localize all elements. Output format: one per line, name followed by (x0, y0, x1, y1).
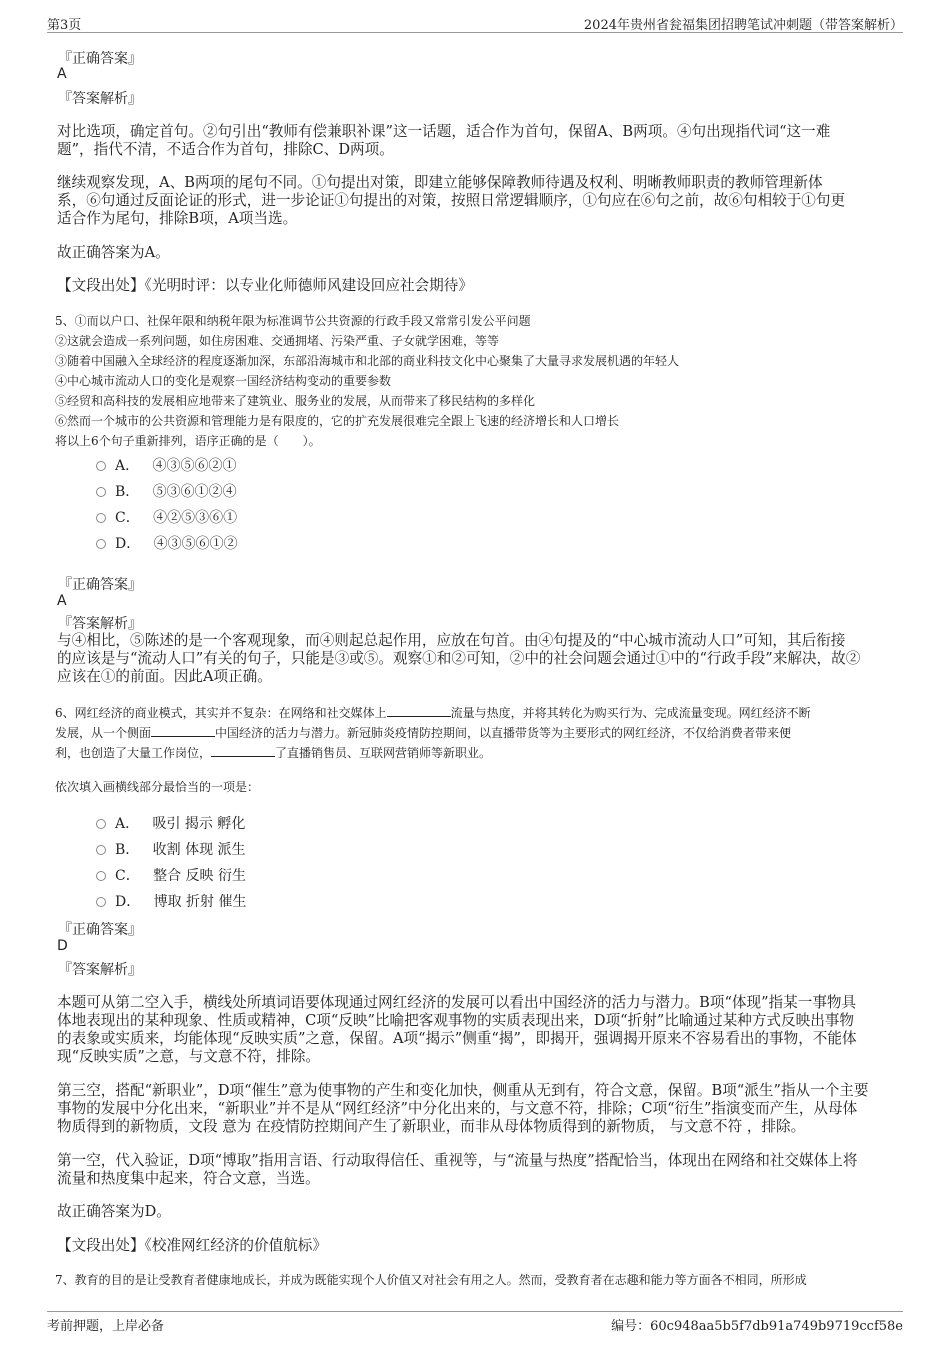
q6-blank-3 (211, 744, 275, 757)
q5-analysis-label: 『答案解析』 (58, 616, 142, 632)
q4-para1-line1: 对比选项，确定首句。②句引出“教师有偿兼职补课”这一话题，适合作为首句，保留A、B两项。④句出现指代词“这一难 (57, 123, 831, 140)
q6-blank-2 (151, 724, 215, 737)
radio-icon[interactable] (96, 845, 106, 855)
q6-stem-line2: 发展，从一个侧面 中国经济的活力与潜力。新冠肺炎疫情防控期间，以直播带货等为主要形式的网红经济，不仅给消费者带来便 (55, 726, 792, 740)
q5-stem-line1: 5、①而以户口、社保年限和纳税年限为标准调节公共资源的行政手段又常常引发公平问题 (55, 314, 531, 328)
q5-question: 将以上6个句子重新排列，语序正确的是（ ）。 (55, 434, 321, 448)
q6-answer-label: 『正确答案』 (58, 922, 142, 938)
q5-option-d[interactable]: D． ④③⑤⑥①② (96, 533, 238, 553)
document-title: 2024年贵州省瓮福集团招聘笔试冲刺题（带答案解析） (583, 18, 903, 33)
footer-slogan: 考前押题，上岸必备 (47, 1319, 165, 1334)
q6-para1-line2: 体地表现出的某种现象、性质或精神，C项“反映”比喻把客观事物的实质表现出来，D项“折射”比喻通过某种方式反映出事物 (57, 1012, 854, 1029)
radio-icon[interactable] (96, 819, 106, 829)
q5-option-c[interactable]: C． ④②⑤③⑥① (96, 507, 237, 527)
radio-icon[interactable] (96, 539, 106, 549)
q6-analysis-label: 『答案解析』 (58, 962, 142, 978)
q6-option-a[interactable]: A． 吸引 揭示 孵化 (96, 813, 245, 833)
q5-analysis-line3: 应该在①的前面。因此A项正确。 (57, 668, 272, 685)
q6-para2-line3: 物质得到的新物质，文段 意为 在疫情防控期间产生了新职业，而非从母体物质得到的新物质， 与文意不符 ，排除。 (57, 1118, 806, 1135)
q6-para2-line2: 事物的发展中分化出来，“新职业”并不是从“网红经济”中分化出来的，与文意不符，排除；C项“衍生”指演变而产生，从母体 (57, 1100, 858, 1117)
radio-icon[interactable] (96, 513, 106, 523)
q6-conclusion: 故正确答案为D。 (57, 1203, 171, 1220)
q4-answer: A (57, 66, 67, 82)
page-header (47, 14, 903, 33)
q6-source: 【文段出处】《校准网红经济的价值航标》 (57, 1237, 327, 1254)
q6-para1-line3: 的表象或实质来，均能体现“反映实质”之意，保留。A项“揭示”侧重“揭”，即揭开，强调揭开原来不容易看出的事物，不能体 (57, 1030, 857, 1047)
q6-stem-line1: 6、网红经济的商业模式，其实并不复杂：在网络和社交媒体上 流量与热度，并将其转化为购买行为、完成流量变现。网红经济不断 (55, 706, 811, 720)
q6-option-b[interactable]: B． 收割 体现 派生 (96, 839, 246, 859)
q6-para3-line2: 流量和热度集中起来，符合文意，当选。 (57, 1170, 320, 1187)
q5-stem-line3: ③随着中国融入全球经济的程度逐渐加深，东部沿海城市和北部的商业科技文化中心聚集了大量寻求发展机遇的年轻人 (55, 354, 680, 368)
q4-answer-label: 『正确答案』 (58, 51, 142, 67)
radio-icon[interactable] (96, 871, 106, 881)
q6-prompt: 依次填入画横线部分最恰当的一项是： (55, 780, 260, 794)
radio-icon[interactable] (96, 461, 106, 471)
radio-icon[interactable] (96, 487, 106, 497)
q5-analysis-line1: 与④相比，⑤陈述的是一个客观现象，而④则起总起作用，应放在句首。由④句提及的“中心城市流动人口”可知，其后衔接 (57, 632, 846, 649)
q6-answer: D (57, 938, 68, 954)
q4-para2-line3: 适合作为尾句，排除B项，A项当选。 (57, 210, 298, 227)
q6-option-c[interactable]: C． 整合 反映 衍生 (96, 865, 246, 885)
page-footer (47, 1311, 903, 1334)
q7-stem-line1: 7、教育的目的是让受教育者健康地成长，并成为既能实现个人价值又对社会有用之人。然而，受教育者在志趣和能力等方面各不相同，所形成 (55, 1273, 807, 1287)
q6-option-d[interactable]: D． 博取 折射 催生 (96, 891, 247, 911)
q6-para1-line1: 本题可从第二空入手，横线处所填词语要体现通过网红经济的发展可以看出中国经济的活力与潜力。B项“体现”指某一事物具 (57, 994, 857, 1011)
q4-para2-line2: 系，⑥句通过反面论证的形式，进一步论证①句提出的对策，按照日常逻辑顺序，①句应在⑥句之前，故⑥句相较于①句更 (57, 192, 846, 209)
q4-para2-line1: 继续观察发现，A、B两项的尾句不同。①句提出对策，即建立能够保障教师待遇及权利、明晰教师职责的教师管理新体 (57, 174, 823, 191)
q6-stem-line3: 利，也创造了大量工作岗位， 了直播销售员、互联网营销师等新职业。 (55, 746, 492, 760)
q4-para1-line2: 题”，指代不清，不适合作为首句，排除C、D两项。 (57, 141, 394, 158)
document-id: 编号：60c948aa5b5f7db91a749b9719ccf58e (611, 1319, 903, 1334)
q5-stem-line2: ②这就会造成一系列问题，如住房困难、交通拥堵、污染严重、子女就学困难，等等 (55, 334, 500, 348)
q5-stem-line6: ⑥然而一个城市的公共资源和管理能力是有限度的，它的扩充发展很难完全跟上飞速的经济增长和人口增长 (55, 414, 620, 428)
q5-analysis-line2: 的应该是与“流动人口”有关的句子，只能是③或⑤。观察①和②可知，②中的社会问题会通过①中的“行政手段”来解决，故② (57, 650, 861, 667)
radio-icon[interactable] (96, 897, 106, 907)
q5-stem-line4: ④中心城市流动人口的变化是观察一国经济结构变动的重要参数 (55, 374, 392, 388)
q4-source: 【文段出处】《光明时评：以专业化师德师风建设回应社会期待》 (57, 277, 473, 294)
q5-option-a[interactable]: A． ④③⑤⑥②① (96, 455, 236, 475)
q5-option-b[interactable]: B． ⑤③⑥①②④ (96, 481, 237, 501)
q5-answer: A (57, 593, 67, 609)
page-number: 第3页 (47, 18, 82, 33)
q6-para1-line4: 现“反映实质”之意，与文意不符，排除。 (57, 1048, 321, 1065)
q6-para3-line1: 第一空，代入验证，D项“博取”指用言语、行动取得信任、重视等，与“流量与热度”搭配恰当，体现出在网络和社交媒体上将 (57, 1152, 858, 1169)
q5-stem-line5: ⑤经贸和高科技的发展相应地带来了建筑业、服务业的发展，从而带来了移民结构的多样化 (55, 394, 536, 408)
q5-answer-label: 『正确答案』 (58, 577, 142, 593)
q4-conclusion: 故正确答案为A。 (57, 244, 170, 261)
q6-blank-1 (387, 704, 451, 717)
q6-para2-line1: 第三空，搭配“新职业”，D项“催生”意为使事物的产生和变化加快，侧重从无到有，符合文意，保留。B项“派生”指从一个主要 (57, 1082, 869, 1099)
q4-analysis-label: 『答案解析』 (58, 91, 142, 107)
